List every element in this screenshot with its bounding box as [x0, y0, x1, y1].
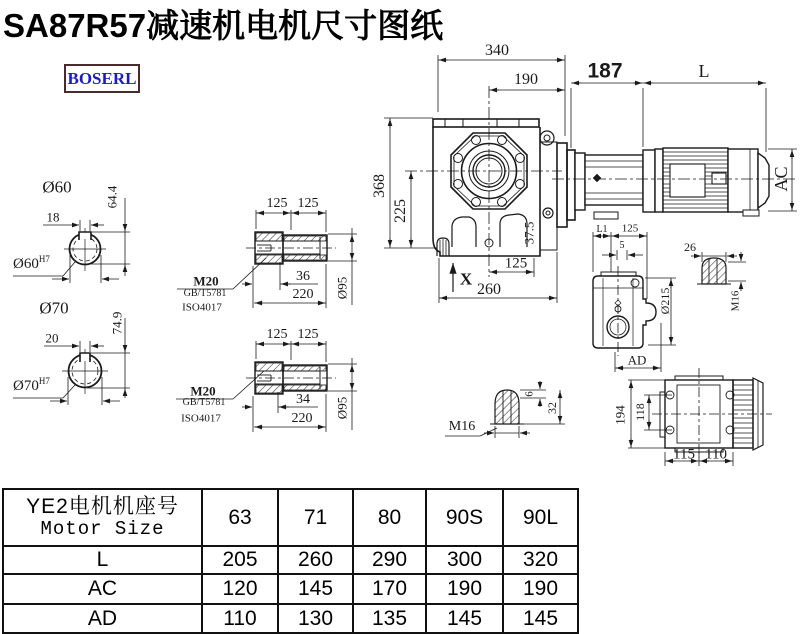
table-col-90S: 90S	[426, 489, 503, 546]
dim-64-4: 64.4	[104, 185, 120, 209]
shaft2-dim-95: Ø95	[334, 396, 350, 420]
dim-368: 368	[371, 174, 388, 198]
bore70-title: Ø70	[39, 298, 69, 318]
cell-L-71: 260	[278, 546, 353, 574]
dim-M16-upper: M16	[729, 290, 742, 312]
dim-5: 5	[619, 240, 625, 251]
dim-AC: AC	[771, 166, 791, 192]
cell-L-90S: 300	[426, 546, 503, 574]
dim-115: 115	[673, 446, 695, 463]
dim-125-side: 125	[621, 222, 639, 235]
cell-AC-63: 120	[202, 574, 278, 604]
bore60-callout	[13, 255, 50, 272]
bore70-callout	[13, 377, 50, 394]
dim-225: 225	[392, 199, 409, 223]
table-header-cn: YE2电机机座号	[26, 494, 179, 518]
row-label-AC: AC	[3, 574, 202, 604]
table-header-en: Motor Size	[40, 517, 165, 540]
cell-AD-80: 135	[353, 604, 426, 633]
shaft1-dim-220: 220	[292, 287, 314, 302]
dim-20: 20	[45, 330, 59, 346]
key-detail-upper	[691, 252, 746, 291]
dim-118: 118	[633, 403, 647, 421]
dim-18: 18	[46, 209, 60, 225]
table-header-motor-size	[3, 489, 202, 546]
brand-logo	[64, 64, 140, 93]
motor-side-view	[552, 148, 798, 219]
shaft1-standard-gb: GB/T5781	[183, 288, 227, 299]
table-col-63: 63	[202, 489, 278, 546]
table-col-80: 80	[353, 489, 426, 546]
shaft2-standard-iso: ISO4017	[181, 412, 221, 425]
dim-L1: L1	[596, 224, 608, 235]
dim-215: Ø215	[658, 287, 672, 315]
bore70-tolerance: H7	[38, 376, 50, 386]
dim-M16-lower: M16	[448, 419, 476, 434]
dim-125-front: 125	[504, 255, 528, 272]
brand-logo-text: BOSERL	[67, 68, 137, 88]
cell-AC-90L: 190	[503, 574, 578, 604]
shaft1-standard-iso: ISO4017	[182, 301, 222, 314]
table-col-90L: 90L	[503, 489, 578, 546]
dim-260: 260	[477, 281, 501, 298]
dim-190: 190	[514, 71, 538, 88]
shaft1-dim-125a: 125	[266, 196, 288, 211]
shaft1-screw-M20: M20	[193, 273, 219, 289]
cell-AD-90L: 145	[503, 604, 578, 633]
dim-L: L	[698, 61, 710, 81]
dim-37-5: 37.5	[521, 221, 537, 245]
dim-AD: AD	[627, 352, 647, 368]
table-row-AD	[3, 604, 578, 633]
shaft2-dim-34: 34	[296, 392, 310, 407]
bore60-tolerance: H7	[38, 254, 50, 264]
gearbox-top-view	[628, 368, 772, 466]
shaft1-dim-95: Ø95	[334, 276, 350, 300]
row-label-AD: AD	[3, 604, 202, 633]
cell-AD-71: 130	[278, 604, 353, 633]
shaft2-screw-M20: M20	[190, 383, 216, 399]
table-row-L	[3, 546, 578, 574]
table-row-AC	[3, 574, 578, 604]
shaft2-dim-125a: 125	[266, 327, 288, 342]
datum-x: X	[459, 269, 473, 289]
shaft1-dim-36: 36	[296, 269, 310, 284]
cell-AC-90S: 190	[426, 574, 503, 604]
table-col-71: 71	[278, 489, 353, 546]
dim-6: 6	[523, 391, 536, 397]
cell-L-80: 290	[353, 546, 426, 574]
dim-26: 26	[684, 240, 696, 254]
cell-AD-90S: 145	[426, 604, 503, 633]
cell-L-63: 205	[202, 546, 278, 574]
dim-110: 110	[705, 446, 727, 463]
shaft2-dim-220: 220	[291, 411, 313, 426]
dim-340: 340	[485, 42, 509, 59]
cell-AD-63: 110	[202, 604, 278, 633]
page-title: SA87R57减速机电机尺寸图纸	[3, 7, 444, 44]
dim-194: 194	[612, 405, 628, 425]
shaft1-dim-125b: 125	[297, 196, 319, 211]
motor-size-table	[2, 488, 579, 634]
bore60-title: Ø60	[42, 177, 72, 197]
dim-74-9: 74.9	[109, 311, 125, 335]
bore70-callout-value: Ø70	[13, 378, 39, 394]
cell-L-90L: 320	[503, 546, 578, 574]
dim-32: 32	[545, 402, 559, 414]
cell-AC-80: 170	[353, 574, 426, 604]
dim-187: 187	[587, 59, 623, 83]
row-label-L: L	[3, 546, 202, 574]
bore60-callout-value: Ø60	[13, 256, 39, 272]
shaft2-dim-125b: 125	[297, 327, 319, 342]
shaft2-standard-gb: GB/T5781	[182, 397, 226, 408]
cell-AC-71: 145	[278, 574, 353, 604]
